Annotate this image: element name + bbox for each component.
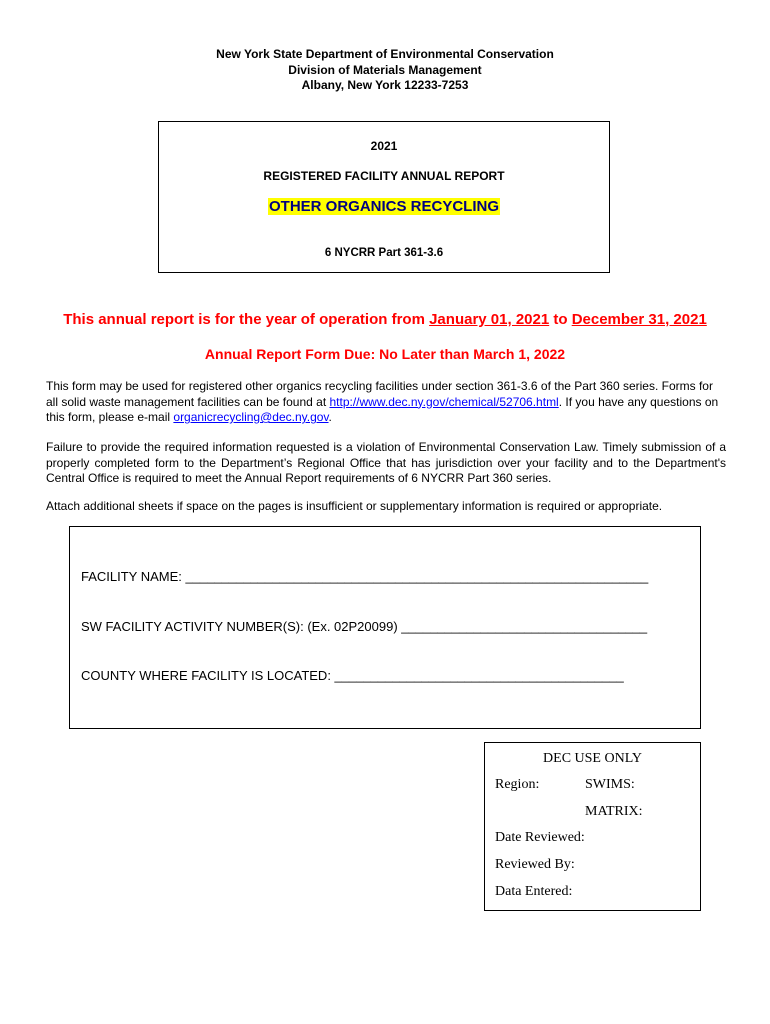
period-start-date: January 01, 2021 (429, 311, 550, 328)
agency-name: New York State Department of Environmental Conservation (216, 47, 554, 61)
usage-text-a: This form may be used for registered other organics recycling facilities under section 361-3.6 of the Part 360 series. Forms for all solid waste management facilities can be found at (46, 379, 713, 409)
data-entered-label: Data Entered: (495, 884, 573, 899)
usage-text-b: . If you have any questions on this form, please e-mail (46, 394, 719, 424)
report-type-highlight: OTHER ORGANICS RECYCLING (268, 198, 499, 215)
forms-link[interactable]: http://www.dec.ny.gov/chemical/52706.html (329, 394, 559, 409)
report-name: REGISTERED FACILITY ANNUAL REPORT (263, 169, 505, 183)
report-year: 2021 (370, 139, 398, 153)
period-end-date: December 31, 2021 (571, 311, 707, 328)
contact-email-link[interactable]: organicrecycling@dec.ny.gov (173, 410, 329, 424)
agency-header (0, 47, 770, 94)
activity-number-field[interactable]: SW FACILITY ACTIVITY NUMBER(S): (Ex. 02P20099) __________________________________ (81, 619, 648, 634)
reviewed-by-label: Reviewed By: (495, 857, 575, 872)
compliance-paragraph: Failure to provide the required information requested is a violation of Environmental Conservation Law. Timely submission of a properly completed form to the Department’s Regional Office that has jurisdiction over your facility and to the Department's Central Office is required to meet the Annual Report requirements of 6 NYCRR Part 360 series. (46, 440, 726, 485)
date-reviewed-label: Date Reviewed: (495, 830, 585, 845)
period-prefix: This annual report is for the year of operation from (63, 311, 430, 328)
facility-name-field[interactable]: FACILITY NAME: ________________________________________________________________ (81, 569, 649, 584)
due-date-notice: Annual Report Form Due: No Later than March 1, 2022 (204, 346, 566, 362)
matrix-label: MATRIX: (585, 804, 643, 819)
attachment-paragraph: Attach additional sheets if space on the pages is insufficient or supplementary information is required or appropriate. (46, 499, 663, 513)
agency-address: Albany, New York 12233-7253 (301, 78, 469, 92)
region-label: Region: (495, 777, 540, 792)
regulation-reference: 6 NYCRR Part 361-3.6 (324, 247, 444, 259)
division-name: Division of Materials Management (288, 62, 482, 77)
period-middle: to (549, 311, 572, 328)
usage-text-c: . (328, 410, 332, 424)
reporting-period-notice (0, 311, 770, 328)
report-type (159, 198, 609, 216)
report-title-box (158, 121, 610, 273)
county-field[interactable]: COUNTY WHERE FACILITY IS LOCATED: ________________________________________ (81, 668, 624, 683)
facility-info-box (69, 526, 701, 729)
usage-paragraph (46, 379, 726, 426)
swims-label: SWIMS: (585, 777, 635, 792)
dec-use-only-box (484, 742, 701, 911)
dec-use-title: DEC USE ONLY (543, 751, 642, 766)
